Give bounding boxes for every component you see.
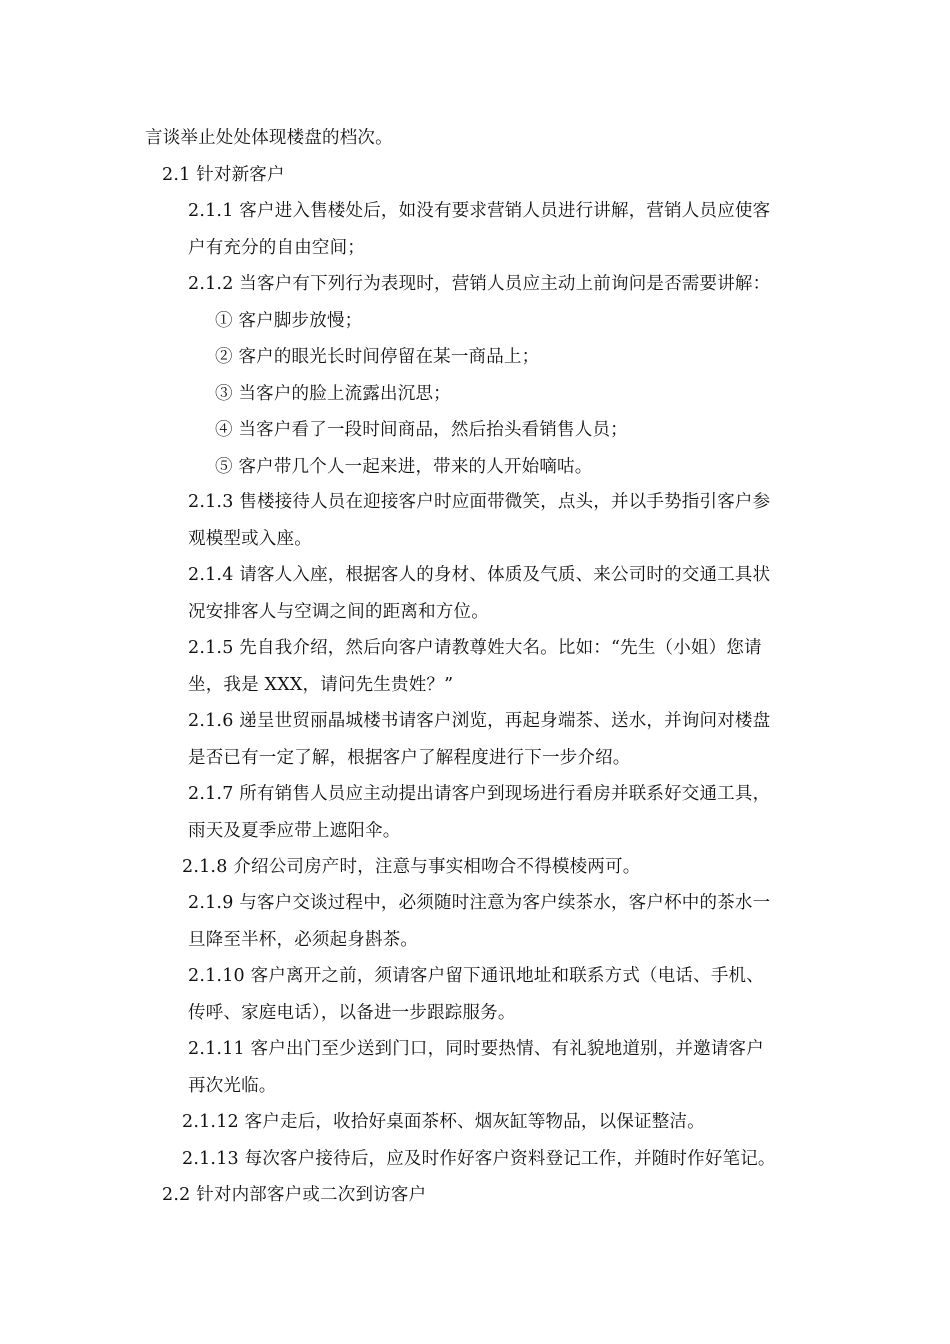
- item-2-1-2: 2.1.2 当客户有下列行为表现时，营销人员应主动上前询问是否需要讲解：: [188, 274, 771, 294]
- sub-item-5: ⑤ 客户带几个人一起来进，带来的人开始嘀咕。: [215, 457, 593, 477]
- section-heading-2-1: 2.1 针对新客户: [162, 165, 285, 185]
- item-2-1-6-cont: 是否已有一定了解，根据客户了解程度进行下一步介绍。: [188, 748, 631, 768]
- item-2-1-6: 2.1.6 递呈世贸丽晶城楼书请客户浏览，再起身端茶、送水，并询问对楼盘: [188, 711, 771, 731]
- section-heading-2-2: 2.2 针对内部客户或二次到访客户: [162, 1185, 427, 1205]
- sub-item-3: ③ 当客户的脸上流露出沉思；: [215, 384, 451, 404]
- item-2-1-12: 2.1.12 客户走后，收拾好桌面茶杯、烟灰缸等物品，以保证整洁。: [182, 1112, 705, 1132]
- item-2-1-1: 2.1.1 客户进入售楼处后，如没有要求营销人员进行讲解，营销人员应使客: [188, 201, 771, 221]
- item-2-1-1-cont: 户有充分的自由空间；: [188, 238, 365, 258]
- item-2-1-4: 2.1.4 请客人入座，根据客人的身材、体质及气质、来公司时的交通工具状: [188, 565, 771, 585]
- item-2-1-10: 2.1.10 客户离开之前，须请客户留下通讯地址和联系方式（电话、手机、: [188, 966, 764, 986]
- item-2-1-5-cont: 坐，我是 XXX，请问先生贵姓？”: [188, 675, 454, 695]
- item-2-1-13: 2.1.13 每次客户接待后，应及时作好客户资料登记工作，并随时作好笔记。: [182, 1149, 776, 1169]
- item-2-1-10-cont: 传呼、家庭电话），以备进一步跟踪服务。: [188, 1003, 516, 1023]
- sub-item-1: ① 客户脚步放慢；: [215, 311, 363, 331]
- item-2-1-5: 2.1.5 先自我介绍，然后向客户请教尊姓大名。比如：“先生（小姐）您请: [188, 638, 762, 658]
- item-2-1-8: 2.1.8 介绍公司房产时，注意与事实相吻合不得模棱两可。: [182, 857, 641, 877]
- item-2-1-9: 2.1.9 与客户交谈过程中，必须随时注意为客户续茶水，客户杯中的茶水一: [188, 893, 771, 913]
- item-2-1-7: 2.1.7 所有销售人员应主动提出请客户到现场进行看房并联系好交通工具，: [188, 784, 771, 804]
- text-line: 言谈举止处处体现楼盘的档次。: [145, 128, 393, 148]
- sub-item-4: ④ 当客户看了一段时间商品，然后抬头看销售人员；: [215, 420, 628, 440]
- item-2-1-11-cont: 再次光临。: [188, 1076, 277, 1096]
- item-2-1-3-cont: 观模型或入座。: [188, 529, 312, 549]
- item-2-1-4-cont: 况安排客人与空调之间的距离和方位。: [188, 602, 489, 622]
- item-2-1-3: 2.1.3 售楼接待人员在迎接客户时应面带微笑，点头，并以手势指引客户参: [188, 492, 771, 512]
- item-2-1-9-cont: 旦降至半杯，必须起身斟茶。: [188, 930, 419, 950]
- sub-item-2: ② 客户的眼光长时间停留在某一商品上；: [215, 347, 540, 367]
- item-2-1-11: 2.1.11 客户出门至少送到门口，同时要热情、有礼貌地道别，并邀请客户: [188, 1039, 764, 1059]
- item-2-1-7-cont: 雨天及夏季应带上遮阳伞。: [188, 821, 401, 841]
